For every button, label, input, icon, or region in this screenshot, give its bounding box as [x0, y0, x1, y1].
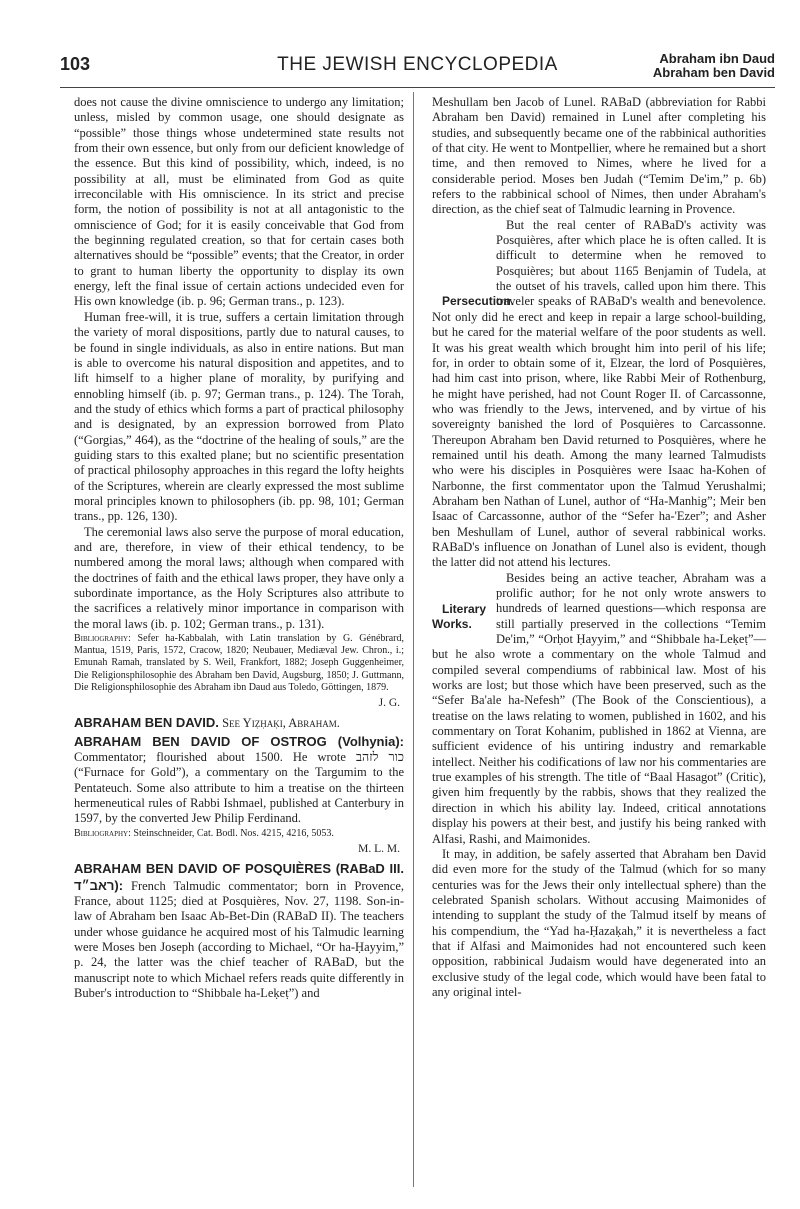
header-rule [60, 87, 775, 88]
paragraph [432, 571, 766, 847]
paragraph: does not cause the divine omniscience to undergo any limitation; unless, misled by common usage, one should designate as “possible” those things whose undetermined state results not from their own essence, but only from our deficient knowledge of the essence. But this kind of possibility, which, indeed, is no possibility at all, must be eliminated from God as quite irreconcilable with His omniscience. In its strict and precise form, the notion of possibility is not at all antagonistic to the omniscience of God; for it is easily conceivable that God from the beginning regulated creation, so that for certain cases both alternatives should be “possible” events; that the Creator, in order to grant to human liberty the opportunity to display its own energy, left the final issue of certain actions undecided even for His own knowledge (ib. p. 96; German trans., p. 123). [74, 95, 404, 309]
last-entry-name: Abraham ben David [652, 65, 775, 80]
running-header [60, 52, 775, 92]
bibliography-label: Bibliography: [74, 827, 131, 839]
page-number: 103 [60, 54, 91, 74]
bibliography [74, 633, 404, 694]
paragraph: It may, in addition, be safely asserted that Abraham ben David did even more for the study of the Talmud (which for so many centuries was for the Jews their only intellectual sphere) than the celebrated Spanish scholars. Without accusing Maimonides of intending to supplant the study of the Talmud itself by means of his compendium, the “Yad ha-Ḥazaḳah,” it is nevertheless a fact that if Alfasi and Maimonides had not encountered such keen opposition, rabbinical Judaism would have degenerated into an exclusive study of the legal code, which would have been fatal to any original intel- [432, 846, 766, 999]
paragraph-text: Besides being an active teacher, Abraham was a prolific author; for he not only wrote answers to hundreds of learned questions—which responsa are still partially preserved in the collections “Temim De'im,” “Orḥot Ḥayyim,” and “Shibbale ha-Leḳeṭ”—but he also wrote a commentary on the whole Talmud and compiled several compendiums of rabbinical law. Most of his works are lost; but those which have been preserved, such as the “Sefer Ba'ale ha-Nefesh” (The Book of the Conscientious), a treatise on the laws relating to women, published in 1602, and his commentary on Torat Kohanim, published in 1862 at Vienna, are sufficient evidence of his untiring industry and remarkable intellect. Neither his codifications of law nor his commentaries are true examples of his strength. The title of “Baal Hasagot” (Critic), given him frequently by the rabbis, shows that they realized the direction in which his ability lay. Indeed, critical annotations display his powers at their best, and justify his being ranked with Alfasi, Rashi, and Maimonides. [432, 570, 766, 846]
entry-heading: ABRAHAM BEN DAVID. [74, 715, 219, 731]
paragraph: The ceremonial laws also serve the purpose of moral education, and are, therefore, in view of their ethical tendency, to be numbered among the moral laws; although when compared with the doctrines of faith and the ethical laws proper, they have only a subordinate importance, as the Holy Scriptures also attribute to the sacrifices a relatively minor importance in comparison with the moral laws (ib. p. 102; German trans., p. 131). [74, 524, 404, 631]
paragraph: Meshullam ben Jacob of Lunel. RABaD (abbreviation for Rabbi Abraham ben David) remained in Lunel after completing his studies, and subsequently became one of the rabbinical authorities of that city. He went to Montpellier, where he remained but a short time, and then removed to Nimes, where he lived for a considerable period. Moses ben Judah (“Temim De'im,” p. 6b) refers to the rabbinical school of Nimes, then under Abraham's direction, as the chief seat of Talmudic learning in Provence. [432, 95, 766, 217]
bibliography-label: Bibliography: [74, 633, 131, 645]
column-divider [413, 92, 414, 1187]
running-entry-range [653, 52, 775, 80]
entry-heading: ABRAHAM BEN DAVID OF POSQUIÈRES (RABaD III. ראב״ד): [74, 861, 404, 893]
bibliography-text: Steinschneider, Cat. Bodl. Nos. 4215, 4216, 5053. [130, 827, 334, 839]
author-signature: J. G. [378, 697, 400, 710]
bibliography [74, 828, 404, 840]
margin-note-persecution: Persecution. [442, 293, 515, 308]
entry-posquieres [74, 861, 404, 1001]
paragraph: Human free-will, it is true, suffers a certain limitation through the variety of moral dispositions, partly due to natural causes, to be found in single individuals, as also in entire nations. But man is able to overcome his natural disposition and appetites, and to lift himself to a higher plane of morality, by purifying and ennobling himself (ib. p. 97; German trans., p. 124). The Torah, and the study of ethics which forms a part of practical philosophy and is designated, by an expression borrowed from Plato (“Gorgias,” 464), as the “doctrine of the healing of souls,” are the guiding stars to this exalted plane; but no scientific presentation of practical philosophy approaches in this regard the lofty heights of the Scriptures, wherein are clearly expressed the most sublime moral principles known to philosophers (ib. pp. 98, 101; German trans., pp. 126, 130). [74, 309, 404, 524]
margin-note-literary-works: Literary Works. [432, 601, 487, 631]
running-title: THE JEWISH ENCYCLOPEDIA [277, 54, 558, 75]
first-entry-name: Abraham ibn Daud [659, 51, 775, 66]
paragraph [432, 218, 766, 571]
entry-text: French Talmudic commentator; born in Provence, France, about 1125; died at Posquières, Nov. 27, 1198. Son-in-law of Abraham ben Isaac Ab-Bet-Din (RABaD II). The teachers under whose guidance he acquired most of his Talmudic learning were Moses ben Joseph (according to Michael, “Or ha-Ḥayyim,” p. 24, the latter was the chief teacher of RABaD, but the manuscript note to which Michael refers reads quite differently in Buber's introduction to “Shibbale ha-Leḳeṭ”) and [74, 878, 404, 1001]
entry-ostrog [74, 734, 404, 827]
bibliography-text: Sefer ha-Kabbalah, with Latin translation by G. Génébrard, Mantua, 1519, Paris, 1572, Cracow, 1820; Neubauer, Mediæval Jew. Chron., i.; Emunah Ramah, translated by S. Weil, Frankfort, 1882; Joseph Guggenheimer, Die Religionsphilosophie des Abraham ben David, Augsburg, 1850; J. Guttmann, Die Religionsphilosophie des Abraham ibn Daud aus Toledo, Göttingen, 1879. [74, 633, 404, 693]
cross-reference: See Yiẓḥaḳi, Abraham. [218, 716, 340, 731]
paragraph-text: But the real center of RABaD's activity was Posquières, after which place he is often called. It is difficult to determine when he removed to Posquières; but about 1165 Benjamin of Tudela, at the outset of his travels, called upon him there. This traveler speaks of RABaD's wealth and benevolence. Not only did he erect and keep in repair a large school-building, but he cared for the material welfare of the poor students as well. It was his great wealth which brought him into peril of his life; for, in order to obtain some of it, Elzear, the lord of Posquières, had him cast into prison, where, like Rabbi Meir of Rothenburg, he might have perished, had not Count Roger II. of Carcassonne, who was friendly to the Jews, intervened, and by virtue of his sovereignty banished the lord of Posquières to Carcassonne. Thereupon Abraham ben David returned to Posquières, where he remained until his death. Among the many learned Talmudists who were his disciples in Posquières were Isaac ha-Kohen of Narbonne, the first commentator upon the Talmud Yerushalmi; Abraham ben Nathan of Lunel, author of “Ha-Manhig”; Meir ben Isaac of Carcassonne, author of the “Sefer ha-'Ezer”; and Asher ben Meshullam of Lunel, author of several rabbinical works. RABaD's influence on Jonathan of Lunel also is evident, though the latter did not attend his lectures. [432, 217, 766, 570]
entry-text: Commentator; flourished about 1500. He wrote כור לזהב (“Furnace for Gold”), a commentary on the Targumim to the Pentateuch. Some also attribute to him a treatise on the thirteen hermeneutical rules of Rabbi Ishmael, published at Canterbury in 1597, by the converted Jew Philip Ferdinand. [74, 750, 405, 826]
right-column [432, 95, 766, 1000]
entry-heading: ABRAHAM BEN DAVID OF OSTROG (Volhynia): [74, 733, 404, 749]
author-signature: M. L. M. [358, 843, 400, 855]
left-column [74, 95, 404, 1001]
entry-abraham-ben-david [74, 715, 404, 731]
